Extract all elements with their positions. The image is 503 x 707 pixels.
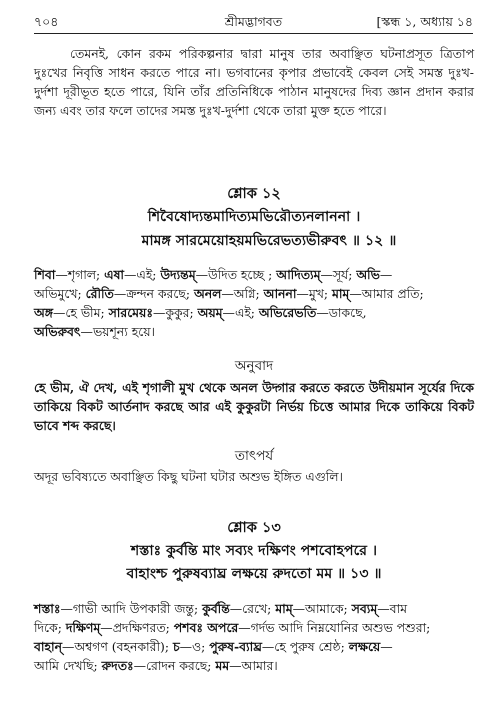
intro-line: কেবল সেই সমস্ত দুঃখ-দুর্দশা দূরীভূত হতে পারে, যিনি তাঁর প্রতিনিধিকে পাঠান bbox=[34, 65, 474, 99]
synonym-line: শস্তাঃ—গাভী আদি উপকারী জন্তু; কুর্বন্তি—রেখে; মাম্—আমাকে; সব্যম্—বাম bbox=[34, 601, 407, 616]
header-rule bbox=[34, 33, 473, 34]
intro-line: তেমনই, কোন রকম পরিকল্পনার দ্বারা মানুষ তার অবাঞ্ছিত ঘটনাপ্রসূত bbox=[70, 46, 433, 61]
verse-12-translation: হে ভীম, ঐ দেখ, এই শৃগালী মুখ থেকে অনল উদ্গার করতে করতে উদীয়মান সূর্যের দিকে তাকিয়ে বিকট আর্তনাদ করছে আর এই কুকুরটা নির্ভয় চিত্তে আমার দিকে তাকিয়ে বিকট ভাবে শব্দ করছে। bbox=[34, 380, 474, 433]
verse-12-synonyms bbox=[34, 265, 474, 341]
synonym-line: আমি দেখছি; রুদতঃ—রোদন করছে; মম—আমার। bbox=[34, 658, 278, 673]
synonym-line: বাহান্—অশ্বগণ (বহনকারী); চ—ও; পুরুষ-ব্যাঘ্র—হে পুরুষ শ্রেষ্ঠ; লক্ষয়ে— bbox=[34, 639, 393, 654]
synonym-line: অভিমুখে; রৌতি—ক্রন্দন করছে; অনল—অগ্নি; আননা—মুখ; মাম্—আমার প্রতি; bbox=[34, 286, 424, 301]
section-reference: [স্কন্ধ ১, অধ্যায় ১৪ bbox=[376, 14, 473, 29]
intro-line: থেকে তারা মুক্ত হতে পারে। bbox=[252, 103, 387, 118]
synonym-line: শিবা—শৃগাল; এষা—এই; উদ্যন্তম্—উদিত হচ্ছে ; আদিত্যম্—সূর্য; অভি— bbox=[34, 267, 393, 282]
page-number: ৭০৪ bbox=[34, 14, 59, 29]
verse-13-line-1: শস্তাঃ কুর্বন্তি মাং সব্যং দক্ষিণং পশবোহপরে । bbox=[130, 543, 378, 559]
synonym-line: অঙ্গ—হে ভীম; সারমেয়ঃ—কুকুর; অয়ম্—এই; অভিরেভতি—ডাকছে, bbox=[34, 305, 367, 320]
verse-12-purport: অদূর ভবিষ্যতে অবাঞ্ছিত কিছু ঘটনা ঘটার অশুভ ইঙ্গিত এগুলি। bbox=[34, 469, 343, 484]
verse-12-title: শ্লোক ১২ bbox=[227, 185, 281, 202]
verse-12-line-2: মামঙ্গ সারমেয়োহয়মভিরেভত্যভীরুবৎ ॥ ১২ ॥ bbox=[141, 233, 397, 249]
intro-paragraph bbox=[34, 44, 474, 120]
intro-line: মানুষদের দিব্য জ্ঞান প্রদান করার জন্য এবং তার ফলে তাদের সমস্ত দুঃখ-দুর্দশা bbox=[34, 84, 474, 118]
translation-heading: অনুবাদ bbox=[234, 358, 274, 374]
verse-12-line-1: শিবৈষোদ্যন্তমাদিত্যমভিরৌত্যনলাননা । bbox=[147, 209, 361, 225]
intro-line: ত্রিতাপ দুঃখের নিবৃত্তি সাধন করতে পারে না। ভগবানের কৃপার প্রভাবেই bbox=[34, 46, 474, 80]
synonym-line: অভিরুবৎ—ভয়শূন্য হয়ে। bbox=[34, 324, 155, 339]
book-title: শ্রীমদ্ভাগবত bbox=[224, 14, 283, 29]
verse-13-line-2: বাহাংশ্চ পুরুষব্যাঘ্র লক্ষয়ে রুদতো মম ॥ ১৩ ॥ bbox=[126, 566, 382, 582]
verse-13-title: শ্লোক ১৩ bbox=[227, 519, 281, 536]
purport-heading: তাৎপর্য bbox=[234, 448, 274, 464]
verse-13-synonyms bbox=[34, 599, 474, 675]
synonym-line: দিকে; দক্ষিণম্—প্রদক্ষিণরত; পশবঃ অপরে—গর্দভ আদি নিম্নযোনির অশুভ পশুরা; bbox=[34, 620, 431, 635]
